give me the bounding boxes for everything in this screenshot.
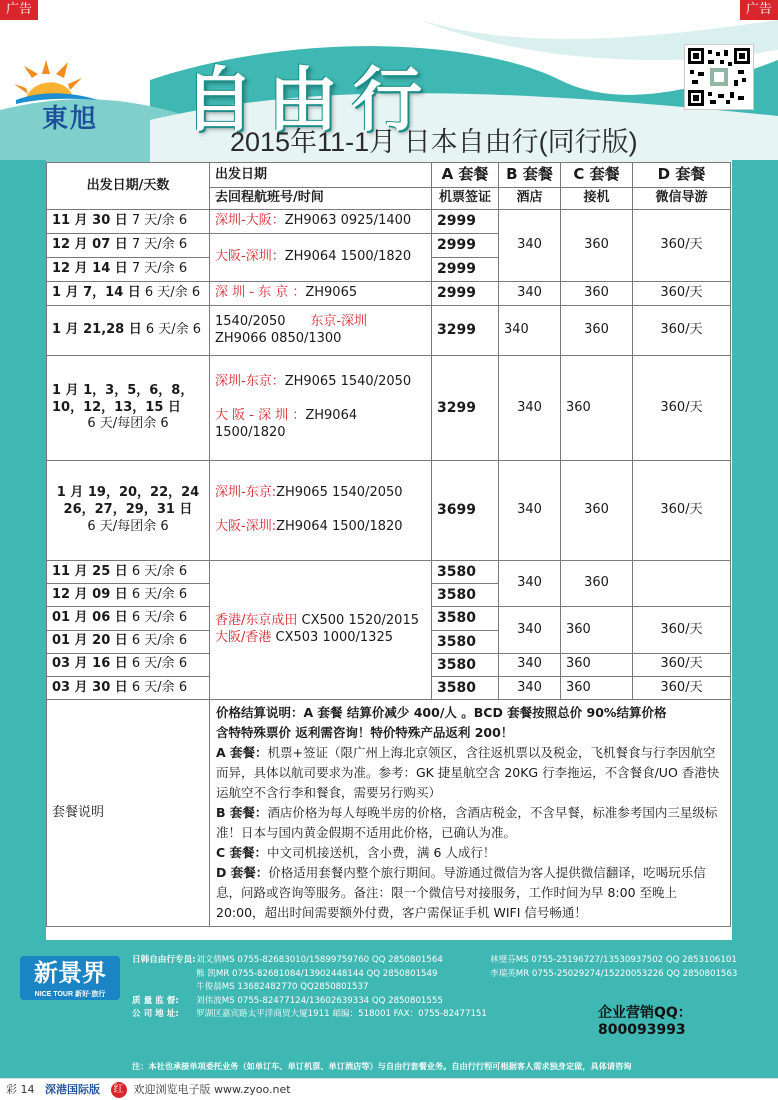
price-c: 360 bbox=[561, 306, 633, 356]
price-a: 2999 bbox=[432, 282, 499, 306]
price-a: 2999 bbox=[432, 258, 499, 282]
header-d-title: D 套餐 bbox=[633, 163, 731, 188]
price-a: 2999 bbox=[432, 210, 499, 234]
edition-badge: 红 bbox=[111, 1082, 127, 1098]
header-c-title: C 套餐 bbox=[561, 163, 633, 188]
price-a: 2999 bbox=[432, 234, 499, 258]
flight-cell: 深圳-东京：ZH9065 1540/2050 大 阪 - 深 圳 ：ZH9064 1500/1820 bbox=[210, 356, 432, 461]
price-c: 360 bbox=[561, 210, 633, 282]
page-subtitle: 2015年11-1月 日本自由行(同行版) bbox=[230, 127, 638, 157]
price-d: 360/天 bbox=[633, 653, 731, 676]
price-table bbox=[46, 162, 731, 927]
price-d: 360/天 bbox=[633, 676, 731, 699]
flight-cell: 深圳-大阪：ZH9063 0925/1400 bbox=[210, 210, 432, 234]
price-b: 340 bbox=[499, 607, 561, 653]
footer bbox=[0, 940, 778, 1078]
table-row bbox=[47, 561, 731, 584]
price-c: 360 bbox=[561, 676, 633, 699]
notes-row bbox=[47, 700, 731, 927]
header-departure: 出发日期 bbox=[210, 163, 432, 188]
price-b: 340 bbox=[499, 210, 561, 282]
price-d: 360/天 bbox=[633, 306, 731, 356]
price-a: 3699 bbox=[432, 461, 499, 561]
company-logo bbox=[12, 54, 152, 134]
table-row bbox=[47, 356, 731, 461]
price-a: 3580 bbox=[432, 584, 499, 607]
logo-text: 東旭 bbox=[42, 104, 99, 134]
row-date: 1 月 21,28 日 6 天/余 6 bbox=[47, 306, 210, 356]
flight-cell: 深圳-东京:ZH9065 1540/2050 大阪-深圳:ZH9064 1500/1820 bbox=[210, 461, 432, 561]
price-b: 340 bbox=[499, 461, 561, 561]
row-date: 03 月 30 日 6 天/余 6 bbox=[47, 676, 210, 699]
price-b: 340 bbox=[499, 356, 561, 461]
row-date: 11 月 25 日 6 天/余 6 bbox=[47, 561, 210, 584]
header-d-sub: 微信导游 bbox=[633, 188, 731, 210]
header-a-sub: 机票签证 bbox=[432, 188, 499, 210]
row-date: 1 月 19，20，22，24 26，27，29，31 日 6 天/每团余 6 bbox=[47, 461, 210, 561]
price-a: 3580 bbox=[432, 561, 499, 584]
header-b-sub: 酒店 bbox=[499, 188, 561, 210]
price-c: 360 bbox=[561, 653, 633, 676]
website-text: 欢迎浏览电子版 www.zyoo.net bbox=[133, 1083, 291, 1096]
price-a: 3299 bbox=[432, 356, 499, 461]
row-date: 01 月 06 日 6 天/余 6 bbox=[47, 607, 210, 630]
right-side-band bbox=[732, 160, 778, 940]
main-title: 自由行 bbox=[184, 58, 436, 141]
price-b: 340 bbox=[499, 282, 561, 306]
marketing-qq: 企业营销QQ：800093993 bbox=[598, 1005, 692, 1038]
table-row bbox=[47, 306, 731, 356]
price-b: 340 bbox=[499, 653, 561, 676]
row-date: 11 月 30 日 7 天/余 6 bbox=[47, 210, 210, 234]
price-b: 340 bbox=[499, 306, 561, 356]
row-date: 1 月 1，3，5，6，8，10，12，13，15 日 6 天/每团余 6 bbox=[47, 356, 210, 461]
price-d: 360/天 bbox=[633, 461, 731, 561]
notes-text: 价格结算说明：A 套餐 结算价减少 400/人 。BCD 套餐按照总价 90%结算价格 含特特殊票价 返利需咨询！特价特殊产品返利 200！ A 套餐：机票+签证（限广州上海北京领区，含往返机票以及税金，飞机餐食与行李因航空而异，具体以航司要求为准。参考：GK 捷星航空含 20KG 行李拖运，不含餐食/UO 香港快运航空不含行李和餐食，需要另行购买） B 套餐：酒店价格为每人每晚半房的价格，含酒店税金，不含早餐，标准参考国内三星级标准！日本与国内黄金假期不适用此价格，已确认为准。 C 套餐：中文司机接送机，含小费，满 6 人成行！ D 套餐：价格适用套餐内整个旅行期间。导游通过微信为客人提供微信翻译，吃喝玩乐信息，问路或咨询等服务。备注：限一个微信号对接服务，工作时间为早 8:00 至晚上 20:00，超出时间需要额外付费，客户需保证手机 WIFI 信号畅通！ bbox=[210, 700, 731, 927]
price-b: 340 bbox=[499, 676, 561, 699]
price-c: 360 bbox=[561, 356, 633, 461]
ad-label-left: 广告 bbox=[0, 0, 38, 20]
price-c: 360 bbox=[561, 461, 633, 561]
price-b: 340 bbox=[499, 561, 561, 607]
price-d: 360/天 bbox=[633, 210, 731, 282]
header-flight: 去回程航班号/时间 bbox=[210, 188, 432, 210]
ad-label-right: 广告 bbox=[740, 0, 778, 20]
table-header-row bbox=[47, 163, 731, 188]
header-banner bbox=[0, 20, 778, 162]
price-a: 3299 bbox=[432, 306, 499, 356]
price-c: 360 bbox=[561, 607, 633, 653]
flight-cell: 大阪-深圳：ZH9064 1500/1820 bbox=[210, 234, 432, 282]
header-a-title: A 套餐 bbox=[432, 163, 499, 188]
notes-label: 套餐说明 bbox=[47, 700, 210, 927]
price-c: 360 bbox=[561, 561, 633, 607]
header-dates: 出发日期/天数 bbox=[47, 163, 210, 210]
price-d bbox=[633, 561, 731, 607]
price-d: 360/天 bbox=[633, 282, 731, 306]
price-a: 3580 bbox=[432, 607, 499, 630]
footer-note: 注：本社也承接单项委托业务（如单订车、单订机票、单订酒店等）与自由行套餐业务。自由行行程可根据客人需求独身定做，具体请咨询 bbox=[132, 1061, 632, 1071]
table-row bbox=[47, 282, 731, 306]
table-row bbox=[47, 210, 731, 234]
table-row bbox=[47, 461, 731, 561]
left-side-band bbox=[0, 160, 46, 940]
row-date: 03 月 16 日 6 天/余 6 bbox=[47, 653, 210, 676]
row-date: 01 月 20 日 6 天/余 6 bbox=[47, 630, 210, 653]
row-date: 12 月 09 日 6 天/余 6 bbox=[47, 584, 210, 607]
flight-cell: 香港/东京成田 CX500 1520/2015 大阪/香港 CX503 1000/1325 bbox=[210, 561, 432, 700]
flight-cell: 1540/2050 东京-深圳 ZH9066 0850/1300 bbox=[210, 306, 432, 356]
section-name: 深港国际版 bbox=[45, 1083, 100, 1096]
flight-cell: 深 圳 - 东 京 ：ZH9065 bbox=[210, 282, 432, 306]
price-d: 360/天 bbox=[633, 607, 731, 653]
price-a: 3580 bbox=[432, 676, 499, 699]
row-date: 1 月 7，14 日 6 天/余 6 bbox=[47, 282, 210, 306]
qr-code-icon bbox=[684, 44, 754, 110]
header-c-sub: 接机 bbox=[561, 188, 633, 210]
row-date: 12 月 14 日 7 天/余 6 bbox=[47, 258, 210, 282]
contact-list: 日韩自由行专员: 刘文倩MS 0755-82683010/15899759760 QQ 2850801564 林璧芬MS 0755-25196727/13530937502 QQ 2853106101 熊 凯MR 0755-82681084/13902448144 QQ 2850801549 李瑞英MR 0755-25029274/15220053226 QQ 2850801563 牛俊晨MS 13682482770 QQ2850801537 质 量 监 督: 刘伟波MS 0755-82477124/13602639334 QQ 2850801555 公 司 地 址: 罗湖区嘉宾路太平洋商贸大厦1911 邮编：518001 FAX：0755-82477151 bbox=[132, 955, 738, 1019]
price-a: 3580 bbox=[432, 630, 499, 653]
price-d: 360/天 bbox=[633, 356, 731, 461]
price-c: 360 bbox=[561, 282, 633, 306]
row-date: 12 月 07 日 7 天/余 6 bbox=[47, 234, 210, 258]
price-a: 3580 bbox=[432, 653, 499, 676]
page-number: 彩 14 bbox=[6, 1083, 35, 1096]
footer-logo: 新景界 NICE TOUR 新好·旅行 bbox=[20, 956, 120, 1000]
header-b-title: B 套餐 bbox=[499, 163, 561, 188]
page-bottom-bar bbox=[0, 1078, 778, 1100]
